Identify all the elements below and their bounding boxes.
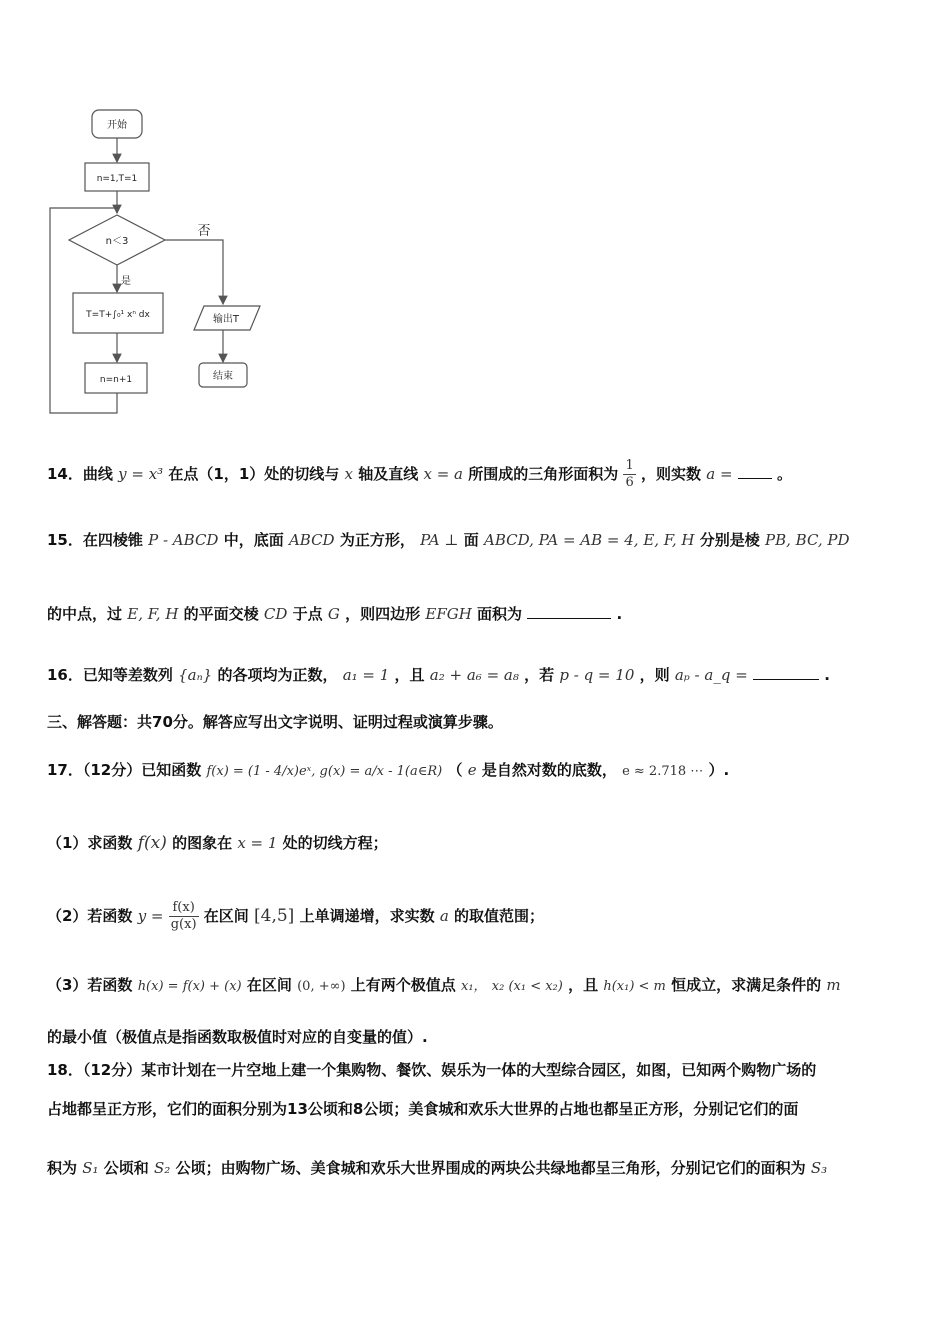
ratio-fraction: $\frac{f(x)}{g(x)}$: [170, 900, 197, 932]
function-definition: f(x) = (1 - 4/x)eˣ, g(x) = a/x - 1(a∈R): [206, 764, 443, 779]
question-17-part-2: （2）若函数 y = $\frac{f(x)}{g(x)}$ 在区间 [4,5] 上单调递增，求实数 a 的取值范围；: [47, 900, 545, 932]
answer-blank: [738, 478, 772, 479]
output-label: 输出T: [212, 314, 240, 325]
flowchart: [40, 100, 280, 430]
question-15: 15．在四棱锥 P - ABCD 中，底面 ABCD 为正方形， PA ⊥ 面 ABCD, PA = AB = 4, E, F, H 分别是棱 PB, BC, PD: [47, 531, 850, 549]
question-17-part-3: （3）若函数 h(x) = f(x) + (x) 在区间 (0, +∞) 上有两个极值点 x₁， x₂ (x₁ < x₂) ，且 h(x₁) < m 恒成立，求满足条件的 m: [47, 976, 841, 994]
question-16: 16．已知等差数列 {aₙ} 的各项均为正数， a₁ = 1 ，且 a₂ + a₆ = a₈ ，若 p - q = 10 ，则 aₚ - a_q = .: [47, 666, 830, 684]
condition-label: n＜3: [105, 236, 129, 247]
curve-formula: y = x³: [118, 465, 164, 483]
yes-label: 是: [121, 276, 131, 287]
no-label: 否: [197, 224, 211, 239]
start-label: 开始: [107, 120, 127, 131]
question-15-cont: 的中点，过 E, F, H 的平面交棱 CD 于点 G ，则四边形 EFGH 面积为 .: [47, 605, 623, 623]
area-fraction: $\frac{1}{6}$: [625, 458, 634, 490]
question-18-line-1: 18．（12分）某市计划在一片空地上建一个集购物、餐饮、娱乐为一体的大型综合园区，如图，已知两个购物广场的: [47, 1061, 817, 1079]
question-18-line-2: 占地都呈正方形，它们的面积分别为13公顷和8公顷；美食城和欢乐大世界的占地也都呈正方形，分别记它们的面: [47, 1100, 799, 1118]
section-header: 三、解答题：共70分。解答应写出文字说明、证明过程或演算步骤。: [47, 713, 503, 731]
init-label: n=1,T=1: [96, 174, 138, 184]
question-18-line-3: 积为 S₁ 公顷和 S₂ 公顷；由购物广场、美食城和欢乐大世界围成的两块公共绿地都呈三角形，分别记它们的面积为 S₃: [47, 1159, 828, 1177]
flowchart-diagram: [40, 100, 280, 430]
question-17-part-1: （1）求函数 f(x) 的图象在 x = 1 处的切线方程；: [47, 833, 388, 853]
answer-blank: [527, 618, 611, 619]
answer-blank: [753, 679, 819, 680]
question-17-part-3-cont: 的最小值（极值点是指函数取极值时对应的自变量的值）.: [47, 1028, 428, 1046]
increment-label: n=n+1: [99, 375, 133, 385]
process-label: T=T+∫₀¹ xⁿ dx: [86, 310, 150, 320]
end-label: 结束: [213, 371, 233, 382]
question-17: 17．（12分）已知函数 f(x) = (1 - 4/x)eˣ, g(x) = a/x - 1(a∈R) （ e 是自然对数的底数， e ≈ 2.718 ⋯ ）.: [47, 761, 730, 779]
question-14: 14．曲线 y = x³ 在点（1，1）处的切线与 x 轴及直线 x = a 所围成的三角形面积为 $\frac{1}{6}$ ，则实数 a = 。: [47, 458, 793, 490]
